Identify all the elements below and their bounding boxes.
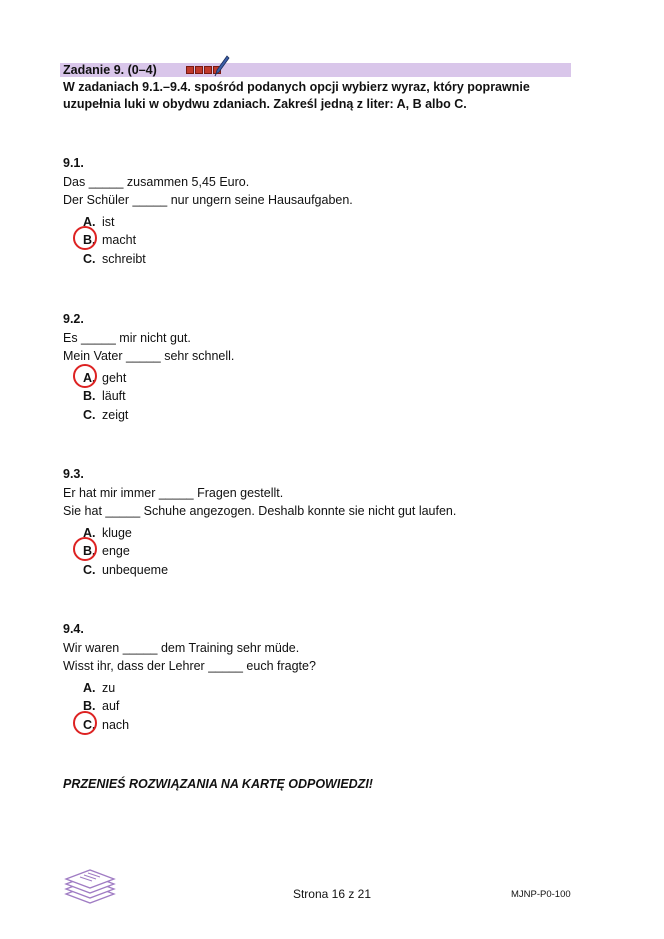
option-c[interactable] (83, 716, 583, 735)
instruction-line: uzupełnia luki w obydwu zdaniach. Zakreśl jedną z liter: A, B albo C. (63, 97, 467, 111)
score-box (204, 66, 212, 74)
option-text: schreibt (102, 251, 146, 266)
question-number: 9.1. (63, 156, 84, 170)
option-text: kluge (102, 525, 132, 540)
option-a[interactable] (83, 679, 583, 698)
pen-icon (214, 55, 230, 77)
option-text: auf (102, 699, 120, 713)
option-letter: C. (83, 407, 96, 422)
option-text: zu (102, 680, 116, 695)
option-c[interactable] (83, 561, 583, 580)
option-letter: B. (83, 389, 96, 403)
sentence: Mein Vater _____ sehr schnell. (63, 349, 235, 363)
option-letter: C. (83, 562, 96, 577)
option-letter: A. (83, 525, 96, 540)
option-c[interactable] (83, 406, 583, 425)
option-text: unbequeme (102, 562, 169, 577)
option-text: enge (102, 544, 130, 558)
instruction-line: W zadaniach 9.1.–9.4. spośród podanych opcji wybierz wyraz, który poprawnie (63, 80, 530, 94)
sentence: Es _____ mir nicht gut. (63, 330, 191, 345)
options-list (83, 524, 583, 580)
task-title: Zadanie 9. (0–4) (63, 63, 157, 77)
sentence: Wir waren _____ dem Training sehr müde. (63, 640, 300, 655)
question-number: 9.2. (63, 312, 84, 326)
sentence: Das _____ zusammen 5,45 Euro. (63, 174, 250, 189)
question-number: 9.3. (63, 467, 84, 481)
option-a[interactable] (83, 524, 583, 543)
option-text: läuft (102, 389, 126, 403)
options-list (83, 213, 583, 269)
page-number: Strona 16 z 21 (292, 887, 372, 901)
option-text: zeigt (102, 407, 129, 422)
sentence: Wisst ihr, dass der Lehrer _____ euch fragte? (63, 659, 316, 673)
score-box (186, 66, 194, 74)
option-c[interactable] (83, 250, 583, 269)
sentence: Sie hat _____ Schuhe angezogen. Deshalb konnte sie nicht gut laufen. (63, 504, 457, 518)
option-a[interactable] (83, 369, 583, 388)
sentence: Er hat mir immer _____ Fragen gestellt. (63, 485, 284, 500)
sentence: Der Schüler _____ nur ungern seine Hausaufgaben. (63, 193, 353, 207)
answer-circle (73, 364, 97, 388)
answer-circle (73, 537, 97, 561)
option-b[interactable] (83, 697, 583, 716)
option-text: macht (102, 233, 137, 247)
question-9-3 (63, 465, 583, 579)
document-code: MJNP-P0-100 (511, 889, 571, 900)
task-instruction (63, 79, 573, 113)
option-letter: B. (83, 544, 96, 558)
option-a[interactable] (83, 213, 583, 232)
score-box (195, 66, 203, 74)
option-letter: A. (83, 680, 96, 695)
option-letter: A. (83, 370, 96, 385)
option-b[interactable] (83, 231, 583, 250)
options-list (83, 679, 583, 735)
option-letter: B. (83, 233, 96, 247)
options-list (83, 369, 583, 425)
option-text: geht (102, 370, 127, 385)
question-number: 9.4. (63, 622, 84, 636)
answer-circle (73, 711, 97, 735)
transfer-note: PRZENIEŚ ROZWIĄZANIA NA KARTĘ ODPOWIEDZI! (63, 777, 373, 791)
option-letter: C. (83, 717, 96, 732)
option-letter: A. (83, 214, 96, 229)
answer-circle (73, 226, 97, 250)
option-b[interactable] (83, 542, 583, 561)
question-9-1 (63, 154, 583, 268)
question-9-2 (63, 310, 583, 424)
question-9-4 (63, 620, 583, 734)
option-letter: C. (83, 251, 96, 266)
option-b[interactable] (83, 387, 583, 406)
option-letter: B. (83, 699, 96, 713)
option-text: nach (102, 717, 130, 732)
option-text: ist (102, 214, 115, 229)
